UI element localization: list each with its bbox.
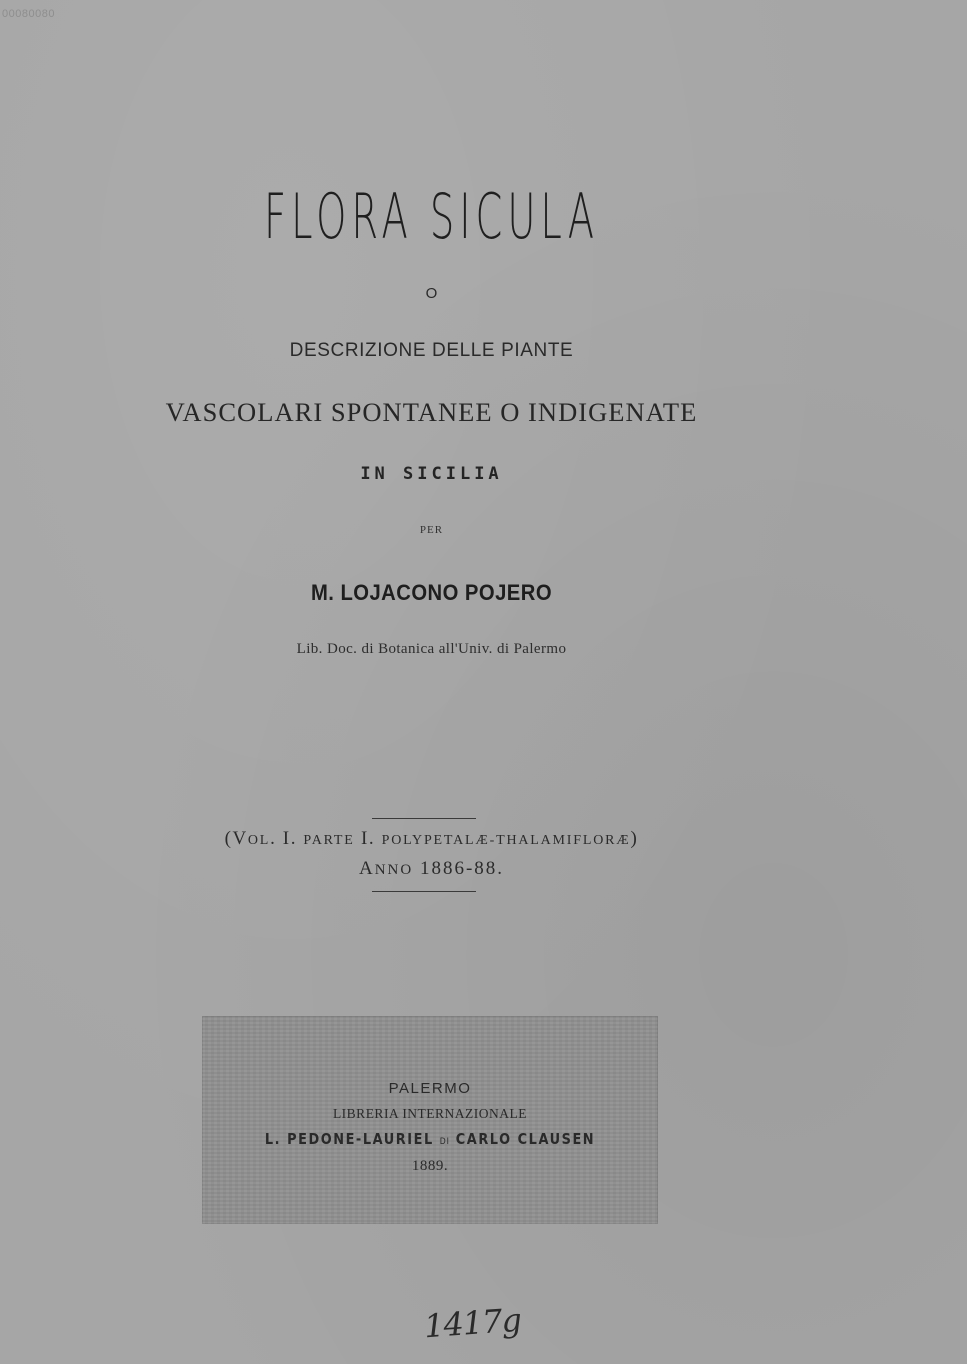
publisher-part-b: CARLO CLAUSEN xyxy=(449,1130,596,1148)
subtitle-line-1: DESCRIZIONE DELLE PIANTE xyxy=(289,340,574,361)
author-affiliation: Lib. Doc. di Botanica all'Univ. di Palermo xyxy=(296,641,567,657)
anno-initial: A xyxy=(358,858,375,879)
scan-id: 00080080 xyxy=(2,8,55,20)
publisher-di: DI xyxy=(439,1137,450,1147)
divider-top xyxy=(372,818,476,819)
imprint-label xyxy=(202,1016,658,1224)
imprint-publisher xyxy=(234,1130,626,1148)
imprint-year: 1889. xyxy=(411,1158,449,1174)
divider-bottom xyxy=(372,891,476,892)
volume-close: ) xyxy=(630,828,639,849)
year-line xyxy=(0,858,915,880)
by-line: PER xyxy=(419,524,444,536)
imprint-bookshop: LIBRERIA INTERNAZIONALE xyxy=(332,1106,528,1121)
publisher-part-a: L. PEDONE-LAURIEL xyxy=(264,1130,440,1148)
author-name: M. LOJACONO POJERO xyxy=(310,580,553,605)
subtitle-line-2: VASCOLARI SPONTANEE O INDIGENATE xyxy=(165,398,698,427)
volume-parte-number: I. xyxy=(354,828,382,849)
volume-open: (V xyxy=(224,828,248,849)
volume-number: . I. xyxy=(270,828,304,849)
handwritten-shelfmark: 1417g xyxy=(422,1300,523,1346)
volume-vol: OL xyxy=(247,833,271,848)
volume-section: POLYPETALÆ-THALAMIFLORÆ xyxy=(381,833,631,848)
volume-line xyxy=(0,828,915,850)
book-title: FLORA SICULA xyxy=(264,180,599,253)
imprint-city: PALERMO xyxy=(388,1080,472,1097)
anno-rest: NNO xyxy=(374,862,414,878)
volume-parte: PARTE xyxy=(303,833,355,848)
anno-years: 1886-88. xyxy=(413,858,505,879)
conjunction: O xyxy=(425,285,438,302)
subtitle-line-3: IN SICILIA xyxy=(360,464,503,484)
